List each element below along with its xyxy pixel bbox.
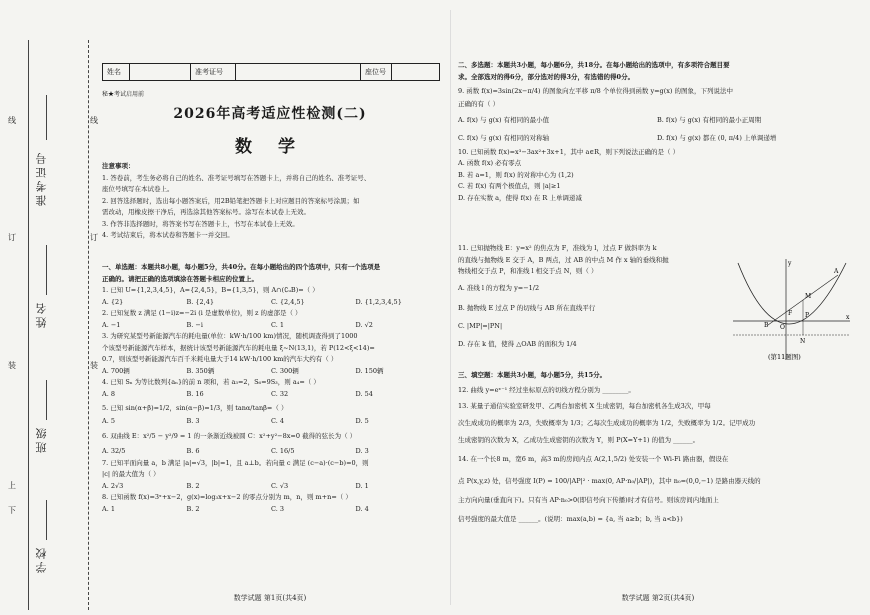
section-2-heading-2: 求。全部选对的得6分，部分选对的得3分，有选错的得0分。	[458, 72, 635, 81]
section-1	[102, 262, 440, 515]
binding-line	[28, 40, 29, 610]
q1-options	[102, 297, 440, 309]
mark-ding: 订	[8, 233, 16, 242]
q10-stem: 10. 已知函数 f(x)=x³−3ax²+3x+1，其中 a∈R，则下列说法正确的是（ ）	[458, 147, 680, 156]
q2-option: D. √2	[355, 320, 373, 329]
q11-option: B. 抛物线 E 过点 P 的切线与 AB 所在直线平行	[458, 303, 596, 312]
q4-option: A. 8	[102, 389, 115, 398]
q7-stem-2: |c| 的最大值为（ ）	[102, 470, 160, 478]
q7-option: D. 1	[355, 481, 369, 490]
mark-line-r: 线	[90, 116, 98, 125]
q5-option: D. 5	[355, 417, 369, 425]
confidential-mark: 秘★考试启用前	[102, 91, 145, 98]
notice-item: 4. 考试结束后，将本试卷和答题卡一并交回。	[102, 231, 234, 239]
q9-stem: 9. 函数 f(x)=3sin(2x−π/4) 的图象向左平移 π/8 个单位得到函数 y=g(x) 的图象，下列说法中	[458, 87, 734, 95]
q1-option: A. {2}	[102, 297, 124, 306]
q3-stem: 3. 为研究某型号新能源汽车的耗电量(单位：kW·h/100 km)情况，随机调查得到了1000	[102, 332, 358, 340]
q11-option: A. 准线 l 的方程为 y=−1/2	[458, 283, 540, 292]
section-2-heading: 二、多选题：本题共3小题，每小题6分，共18分。在每小题给出的选项中，有多项符合题目要	[458, 61, 730, 69]
q9-option: A. f(x) 与 g(x) 有相同的最小值	[458, 115, 550, 124]
q13-line: 次生成成功的概率为 2/3，失败概率为 1/3；乙每次生成成功的概率为 1/2，失败概率为 1/2。记甲成功	[458, 418, 756, 427]
mark-up: 上	[8, 481, 16, 490]
q3-option: C. 300辆	[271, 366, 299, 375]
mark-ding-r: 订	[90, 233, 98, 242]
fig-label-x: x	[846, 314, 850, 321]
q3-option: B. 350辆	[186, 366, 215, 375]
q6-option: A. 32/5	[102, 446, 126, 455]
info-examno-label: 准考证号	[195, 68, 223, 76]
q2-stem: 2. 已知复数 z 满足 (1−i)z=−2i (i 是虚数单位)，则 z 的虚部是（ ）	[102, 309, 302, 317]
page-1-footer: 数学试题 第1页(共4页)	[233, 594, 307, 602]
q3-option: D. 150辆	[355, 366, 384, 375]
q6-option: B. 6	[186, 446, 200, 455]
q11-stem-3: 物线相交于点 P，和准线 l 相交于点 N，则（ ）	[458, 267, 598, 275]
q6-stem: 6. 双曲线 E：x²/5 − y²/9 = 1 的一条渐近线被圆 C：x²+y²−8x=0 截得的弦长为（ ）	[102, 431, 357, 440]
q4-option: C. 32	[271, 389, 289, 398]
q2-option: B. −i	[186, 320, 203, 329]
mark-line: 线	[8, 116, 16, 125]
q8-option: C. 3	[271, 504, 285, 513]
mark-down: 下	[8, 506, 16, 515]
page-divider	[450, 10, 451, 605]
info-name-label: 姓名	[107, 68, 121, 76]
q14-line: 14. 在一个长8 m，宽6 m，高3 m的房间内点 A(2,1,5/2) 处安装一个 Wi-Fi 路由器，假设在	[458, 454, 729, 463]
info-table	[102, 63, 440, 81]
q12-stem: 12. 曲线 y=eˣ⁻¹ 经过坐标原点的切线方程分别为 ________。	[458, 385, 635, 394]
class-blank	[46, 380, 47, 420]
q8-option: D. 4	[355, 504, 369, 513]
notice-item: 需改动，用橡皮擦干净后，再选涂其他答案标号。涂写在本试卷上无效。	[102, 208, 310, 216]
school-label: 学校	[35, 545, 48, 573]
q2-option: C. 1	[271, 320, 285, 329]
exam-no-label: 准考证号	[35, 150, 48, 206]
q9-option: C. f(x) 与 g(x) 有相同的对称轴	[458, 133, 550, 142]
q9-options-row2	[458, 129, 856, 147]
q4-option: D. 54	[355, 389, 373, 398]
notice-heading: 注意事项：	[102, 162, 135, 170]
section-2	[458, 60, 856, 204]
notice-item: 2. 回答选择题时，选出每小题答案后，用2B铅笔把答题卡上对应题目的答案标号涂黑；如	[102, 196, 360, 205]
section-3-heading: 三、填空题：本题共3小题，每小题5分，共15分。	[458, 371, 607, 379]
page-1	[98, 0, 442, 615]
q7-option: B. 2	[186, 481, 200, 490]
fig-label-b: B	[764, 322, 769, 329]
q9-option: B. f(x) 与 g(x) 有相同的最小正周期	[657, 115, 762, 124]
q9-options-row1	[458, 111, 856, 129]
cut-line	[88, 40, 89, 610]
binding-margin	[0, 0, 96, 615]
q5-options	[102, 416, 440, 428]
q7-stem: 7. 已知平面向量 a，b 满足 |a|=√3，|b|=1，且 a⊥b。若向量 c 满足 (c−a)·(c−b)=0，则	[102, 458, 369, 467]
q14-line: 信号强度的最大值是 ______。(说明：max(a,b) = {a, 当 a≥b；b, 当 a<b})	[458, 514, 683, 523]
q4-option: B. 16	[186, 389, 204, 398]
q9-stem-2: 正确的有（ ）	[458, 100, 500, 108]
name-label: 姓名	[35, 300, 48, 328]
q13-line: 13. 某量子通信实验室研发甲、乙两台加密机 X 生成密钥，每台加密机各生成3次，甲每	[458, 401, 711, 410]
q11-stem: 11. 已知抛物线 E：y=x² 的焦点为 F，准线为 l，过点 F 做斜率为 k	[458, 244, 657, 252]
q1-stem: 1. 已知 U={1,2,3,4,5}，A={2,4,5}，B={1,3,5}，则 A∩(∁ᵤB)=（ ）	[102, 286, 319, 294]
q1-option: D. {1,2,3,4,5}	[355, 297, 402, 306]
q8-option: A. 1	[102, 504, 115, 513]
q10-option: B. 若 a=1，则 f(x) 的对称中心为 (1,2)	[458, 170, 574, 179]
q14-line: 主方向向量(垂直向下)。只有当 AP·n₀>0(即信号向下传播)时才有信号。则该房间内地面上	[458, 495, 719, 504]
fig-label-y: y	[788, 260, 792, 267]
q13-line: 生成密钥的次数为 X，乙成功生成密钥的次数为 Y，则 P(X=Y+1) 的值为 ______。	[458, 435, 700, 444]
q7-options	[102, 481, 440, 493]
q6-option: C. 16/5	[271, 446, 295, 455]
fig-label-a: A	[834, 268, 839, 275]
q1-option: B. {2,4}	[186, 297, 215, 306]
fig-label-m: M	[805, 293, 812, 300]
mark-zhuang-r: 装	[90, 361, 98, 370]
q10-option: C. 若 f(x) 有两个极值点，则 |a|≥1	[458, 182, 561, 190]
q14-line: 点 P(x,y,z) 处，信号强度 I(P) = 100/|AP|² · max(0, AP·n₀/|AP|)，其中 n₀=(0,0,−1) 是路由器天线的	[458, 476, 761, 485]
section-1-heading: 一、单选题：本题共8小题，每小题5分，共40分。在每小题给出的四个选项中，只有一个选项是	[102, 263, 381, 271]
page-2-footer: 数学试题 第2页(共4页)	[621, 594, 695, 602]
fig-label-p: P	[805, 312, 810, 319]
q11-option: D. 存在 k 值，使得 △OAB 的面积为 1/4	[458, 339, 577, 348]
q3-options	[102, 366, 440, 378]
notice-item: 3. 作答非选择题时，将答案书写在答题卡上，书写在本试卷上无效。	[102, 219, 299, 228]
exam-no-blank	[46, 95, 47, 140]
notice-block	[102, 161, 440, 242]
section-3	[458, 370, 856, 530]
fig-label-n: N	[800, 338, 806, 345]
q2-options	[102, 320, 440, 332]
class-label: 班级	[35, 425, 48, 453]
q5-option: B. 3	[186, 417, 200, 425]
q8-option: B. 2	[186, 504, 200, 513]
notice-item: 座位号填写在本试卷上。	[102, 185, 174, 193]
subject-title: 数 学	[235, 137, 305, 157]
q6-option: D. 3	[355, 446, 369, 455]
q10-option: A. 函数 f(x) 必有零点	[458, 159, 522, 167]
q11-option: C. |MP|=|PN|	[458, 321, 503, 330]
q11-block	[458, 243, 738, 354]
fig-label-f: F	[788, 310, 793, 317]
q5-option: C. 4	[271, 417, 285, 425]
q3-stem-2: 个该型号新能源汽车样本，据统计该型号新能源汽车的耗电量 ξ~N(13,1)，若 P(12<ξ<14)=	[102, 343, 375, 352]
q11-stem-2: 的直线与抛物线 E 交于 A，B 两点，过 AB 的中点 M 作 x 轴的垂线和抛	[458, 255, 669, 264]
q1-option: C. {2,4,5}	[271, 297, 305, 306]
q2-option: A. −1	[102, 320, 121, 329]
page-title: 2026年高考适应性检测(二)	[173, 106, 367, 122]
info-seat-label: 座位号	[365, 68, 386, 76]
q4-stem: 4. 已知 Sₙ 为等比数列{aₙ}的前 n 项和，若 a₃=2，S₆=9S₃，则 a₄=（ ）	[102, 378, 320, 386]
q8-options	[102, 504, 440, 516]
q11-figure	[728, 255, 856, 365]
q9-option: D. f(x) 与 g(x) 都在 (0, π/4) 上单调递增	[657, 133, 777, 142]
q6-options	[102, 444, 440, 458]
notice-item: 1. 答卷前，考生务必将自己的姓名、准考证号填写在答题卡上，并将自己的姓名、准考证号、	[102, 173, 371, 182]
school-blank	[46, 500, 47, 540]
q7-option: C. √3	[271, 481, 289, 490]
q5-stem: 5. 已知 sin(α+β)=1/2，sin(α−β)=1/3，则 tanα/tanβ=（ ）	[102, 404, 288, 412]
mark-zhuang: 装	[8, 361, 16, 370]
page-2	[458, 0, 858, 615]
q5-option: A. 5	[102, 417, 115, 425]
q10-option: D. 存在实数 a，使得 f(x) 在 R 上单调递减	[458, 193, 582, 202]
q7-option: A. 2√3	[102, 481, 124, 490]
q3-option: A. 700辆	[102, 366, 130, 375]
q4-options	[102, 389, 440, 401]
q8-stem: 8. 已知函数 f(x)=3ˣ+x−2，g(x)=log₃x+x−2 的零点分别为 m，n，则 m+n=（ ）	[102, 493, 352, 501]
fig-label-o: O	[780, 324, 785, 331]
q3-stem-3: 0.7，则该型号新能源汽车百千米耗电量大于14 kW·h/100 km的汽车大约有（ ）	[102, 355, 338, 363]
q11-figure-caption: (第11题图)	[768, 353, 801, 361]
section-1-heading-2: 正确的。请把正确的选项填涂在答题卡相应的位置上。	[102, 274, 258, 283]
name-blank	[46, 245, 47, 295]
